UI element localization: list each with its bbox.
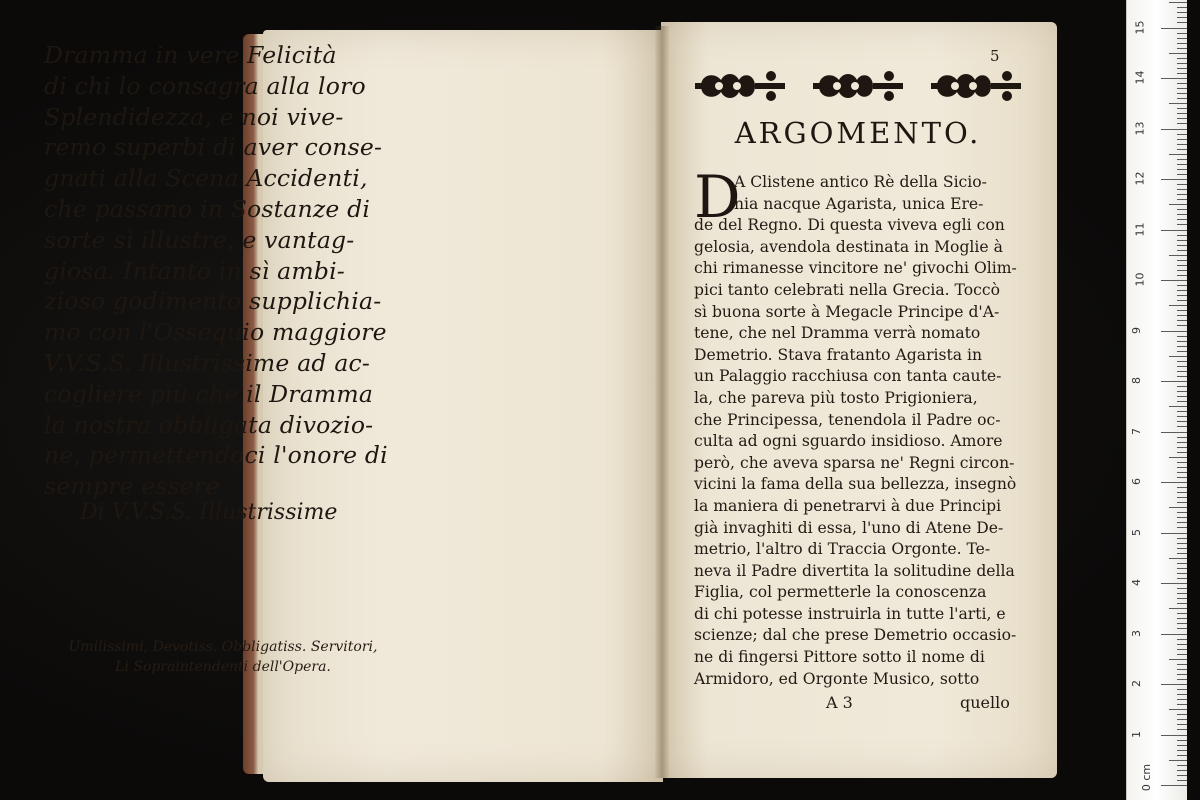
argomento-line: gelosia, avendola destinata in Moglie à [694, 237, 1003, 256]
ruler-number: 10 [1133, 272, 1147, 287]
ruler-number: 7 [1130, 427, 1143, 435]
ruler-tick [1177, 628, 1187, 629]
ruler-tick [1177, 83, 1187, 84]
argomento-line: che Principessa, tenendola il Padre oc- [694, 410, 1001, 429]
ruler-tick [1177, 300, 1187, 301]
ruler-tick [1177, 593, 1187, 594]
ruler-tick [1177, 189, 1187, 190]
ruler-tick [1161, 432, 1187, 433]
ruler-tick [1177, 639, 1187, 640]
ruler-tick [1177, 578, 1187, 579]
ruler-tick [1177, 169, 1187, 170]
dedication-line: mo con l'Ossequio maggiore [44, 318, 387, 347]
ruler-tick [1177, 618, 1187, 619]
drop-capital: D [694, 163, 741, 231]
ruler-tick [1177, 502, 1187, 503]
ruler-tick [1161, 533, 1187, 534]
ruler-tick [1177, 492, 1187, 493]
ruler-tick [1177, 209, 1187, 210]
ruler-tick [1169, 305, 1187, 306]
ruler-tick [1177, 315, 1187, 316]
ornament-icon [813, 71, 903, 101]
ruler-tick [1177, 512, 1187, 513]
ruler-tick [1169, 760, 1187, 761]
dedication-text [44, 40, 388, 502]
ruler-tick [1177, 437, 1187, 438]
ruler-tick [1177, 598, 1187, 599]
ruler-tick [1177, 275, 1187, 276]
ruler-tick [1177, 194, 1187, 195]
ruler-tick [1169, 356, 1187, 357]
argomento-line: de del Regno. Di questa viveva egli con [694, 216, 1005, 235]
ruler-tick [1161, 28, 1187, 29]
ruler-tick [1177, 411, 1187, 412]
ruler-tick [1177, 729, 1187, 730]
printer-ornament-band [693, 66, 1027, 106]
argomento-line: già invaghiti di essa, l'uno di Atene De- [694, 518, 1004, 537]
dedication-line: ne, permettendoci l'onore di [44, 441, 388, 470]
ruler-tick [1177, 290, 1187, 291]
ruler-tick [1177, 775, 1187, 776]
ruler-tick [1177, 336, 1187, 337]
dedication-line: giosa. Intanto in sì ambi- [44, 256, 345, 285]
ruler-tick [1177, 98, 1187, 99]
ruler-tick [1177, 351, 1187, 352]
argomento-line: scienze; dal che prese Demetrio occasio- [694, 626, 1017, 645]
ruler-tick [1177, 442, 1187, 443]
ruler-tick [1177, 426, 1187, 427]
ruler-tick [1177, 644, 1187, 645]
ruler-tick [1177, 245, 1187, 246]
argomento-line: culta ad ogni sguardo insidioso. Amore [694, 432, 1003, 451]
ruler-tick [1177, 517, 1187, 518]
ruler-tick [1177, 719, 1187, 720]
argomento-text [694, 172, 1026, 690]
ruler-tick [1177, 704, 1187, 705]
dedication-line: remo superbi di aver conse- [44, 133, 383, 162]
dedication-line: Splendidezza, e noi vive- [44, 102, 344, 131]
ruler-tick [1177, 43, 1187, 44]
ruler-tick [1169, 103, 1187, 104]
ruler-tick [1177, 487, 1187, 488]
ruler-tick [1177, 219, 1187, 220]
ruler-tick [1177, 371, 1187, 372]
ruler-tick [1177, 341, 1187, 342]
ruler-tick [1169, 457, 1187, 458]
ruler-tick [1177, 674, 1187, 675]
ruler-tick [1177, 366, 1187, 367]
dedication-line: di chi lo consagra alla loro [44, 71, 366, 100]
servants-line-1: Umilissimi, Devotiss. Obbligatiss. Servitori, [68, 639, 378, 655]
ruler-tick [1177, 699, 1187, 700]
ruler-tick [1177, 320, 1187, 321]
ruler-tick [1177, 740, 1187, 741]
ruler-tick [1177, 694, 1187, 695]
ruler-tick [1177, 174, 1187, 175]
ruler-tick [1169, 255, 1187, 256]
ruler-tick [1177, 68, 1187, 69]
ruler-tick [1161, 331, 1187, 332]
argomento-line: la, che pareva più tosto Prigioniera, [694, 388, 978, 407]
ruler-tick [1177, 346, 1187, 347]
page-number: 5 [990, 47, 1000, 65]
ruler-tick [1177, 240, 1187, 241]
argomento-line: neva il Padre divertita la solitudine della [694, 561, 1015, 580]
ruler-tick [1177, 260, 1187, 261]
ruler-tick [1177, 63, 1187, 64]
dedication-line: sempre essere [44, 472, 220, 501]
ruler-tick [1177, 669, 1187, 670]
ruler-tick [1161, 280, 1187, 281]
ruler-tick [1177, 164, 1187, 165]
ruler-tick [1161, 583, 1187, 584]
ruler-tick [1161, 78, 1187, 79]
ruler-tick [1177, 295, 1187, 296]
ruler-tick [1177, 48, 1187, 49]
argomento-line: tene, che nel Dramma verrà nomato [694, 324, 981, 343]
ruler-number: 11 [1133, 222, 1147, 236]
ruler-tick [1177, 770, 1187, 771]
ruler-tick [1177, 568, 1187, 569]
argomento-line: Demetrio. Stava fratanto Agarista in [694, 345, 983, 364]
argomento-line: ne di fingersi Pittore sotto il nome di [694, 648, 985, 667]
ruler-tick [1177, 144, 1187, 145]
ruler-tick [1169, 53, 1187, 54]
ruler-tick [1177, 477, 1187, 478]
ruler-tick [1177, 285, 1187, 286]
ruler-tick [1177, 391, 1187, 392]
ruler-tick [1169, 608, 1187, 609]
argomento-line: però, che aveva sparsa ne' Regni circon- [694, 453, 1015, 472]
ruler-tick [1161, 482, 1187, 483]
ruler-tick [1177, 58, 1187, 59]
argomento-line: pici tanto celebrati nella Grecia. Toccò [694, 280, 1000, 299]
ruler-tick [1177, 235, 1187, 236]
ruler-tick [1177, 689, 1187, 690]
ruler-tick [1177, 113, 1187, 114]
ruler-tick [1177, 108, 1187, 109]
ruler-tick [1177, 7, 1187, 8]
ruler-tick [1177, 664, 1187, 665]
dedication-line: cogliere più che il Dramma [44, 379, 374, 408]
argomento-line: nia nacque Agarista, unica Ere- [734, 194, 984, 213]
argomento-line: Armidoro, ed Orgonte Musico, sotto [694, 669, 980, 688]
ruler-tick [1161, 179, 1187, 180]
ruler-tick [1177, 527, 1187, 528]
ruler-tick [1177, 750, 1187, 751]
ruler-number: 2 [1130, 680, 1143, 687]
argomento-line: metrio, l'altro di Traccia Orgonte. Te- [694, 540, 991, 559]
ruler-tick [1169, 507, 1187, 508]
dedication-line: zioso godimento supplichia- [44, 287, 382, 316]
ruler-tick [1177, 224, 1187, 225]
ruler-tick [1177, 497, 1187, 498]
ruler-tick [1177, 714, 1187, 715]
ruler-tick [1177, 573, 1187, 574]
ruler-tick [1177, 149, 1187, 150]
ruler-tick [1177, 588, 1187, 589]
dedication-line: sorte sì illustre, e vantag- [44, 225, 355, 254]
ruler-tick [1177, 118, 1187, 119]
ruler-unit-label: 0 cm [1140, 763, 1154, 792]
ruler-number: 6 [1130, 478, 1143, 485]
ruler-tick [1161, 634, 1187, 635]
ruler-tick [1177, 548, 1187, 549]
dedication-line: che passano in Sostanze di [44, 194, 371, 223]
argomento-line: la maniera di penetrarvi à due Principi [694, 496, 1002, 515]
ruler-tick [1177, 679, 1187, 680]
ruler-tick [1177, 654, 1187, 655]
argomento-line: sì buona sorte à Megacle Principe d'A- [694, 302, 1000, 321]
ruler-tick [1177, 386, 1187, 387]
ruler-tick [1177, 755, 1187, 756]
ornament-icon [695, 71, 785, 101]
ruler-tick [1177, 250, 1187, 251]
ruler-tick [1177, 745, 1187, 746]
ruler-tick [1177, 184, 1187, 185]
ruler-tick [1161, 230, 1187, 231]
ornament-icon [931, 71, 1021, 101]
dedication-line: la nostra obbligata divozio- [44, 410, 374, 439]
dedication-line: V.V.S.S. Illustrissime ad ac- [44, 348, 371, 377]
ruler-number: 14 [1133, 70, 1147, 85]
ruler-tick [1177, 401, 1187, 402]
ruler-tick [1169, 709, 1187, 710]
ruler-tick [1169, 154, 1187, 155]
ruler-tick [1177, 123, 1187, 124]
ruler-tick [1177, 270, 1187, 271]
ruler-number: 1 [1130, 730, 1143, 738]
ruler-number: 15 [1133, 20, 1147, 34]
argomento-line: chi rimanesse vincitore ne' givochi Olim- [694, 259, 1017, 278]
ruler-tick [1177, 522, 1187, 523]
servants-signature [58, 637, 388, 677]
ruler-tick [1161, 129, 1187, 130]
ruler-tick [1177, 199, 1187, 200]
ruler-tick [1177, 724, 1187, 725]
ruler-tick [1177, 649, 1187, 650]
ruler-tick [1177, 421, 1187, 422]
ruler-tick [1169, 204, 1187, 205]
ruler-tick [1177, 88, 1187, 89]
ruler-tick [1177, 472, 1187, 473]
ruler-tick [1177, 361, 1187, 362]
ruler-tick [1169, 2, 1187, 3]
ruler-tick [1177, 462, 1187, 463]
ruler-tick [1177, 452, 1187, 453]
measuring-ruler [1126, 0, 1187, 800]
argomento-line: vicini la fama della sua bellezza, insegnò [694, 475, 1017, 494]
argomento-line: un Palaggio racchiusa con tanta caute- [694, 367, 1002, 386]
ruler-tick [1177, 376, 1187, 377]
ruler-tick [1161, 381, 1187, 382]
dedication-line: gnati alla Scena Accidenti, [44, 164, 368, 193]
ruler-tick [1169, 558, 1187, 559]
ruler-tick [1177, 310, 1187, 311]
ruler-tick [1177, 447, 1187, 448]
ruler-tick [1177, 33, 1187, 34]
ruler-number: 13 [1133, 121, 1147, 135]
ruler-tick [1177, 38, 1187, 39]
ruler-tick [1177, 765, 1187, 766]
ruler-tick [1177, 73, 1187, 74]
ruler-number: 5 [1130, 528, 1143, 536]
ruler-tick [1177, 416, 1187, 417]
ruler-tick [1177, 93, 1187, 94]
ruler-tick [1177, 563, 1187, 564]
book-gutter [655, 26, 669, 778]
ruler-tick [1177, 214, 1187, 215]
ruler-tick [1177, 467, 1187, 468]
ruler-tick [1177, 12, 1187, 13]
ruler-tick [1177, 538, 1187, 539]
ruler-tick [1177, 613, 1187, 614]
ruler-tick [1177, 139, 1187, 140]
ruler-tick [1177, 22, 1187, 23]
ruler-tick [1177, 603, 1187, 604]
servants-line-2: Li Sopraintendenti dell'Opera. [115, 659, 331, 675]
signoff-line: Di V.V.S.S. Illustrissime [80, 500, 338, 525]
argomento-line: Figlia, col permetterle la conoscenza [694, 583, 987, 602]
dedication-line: Dramma in vere Felicità [44, 41, 337, 69]
ruler-tick [1177, 543, 1187, 544]
ruler-tick [1161, 785, 1187, 786]
ruler-tick [1161, 735, 1187, 736]
ruler-tick [1177, 134, 1187, 135]
ruler-number: 9 [1130, 326, 1143, 334]
argomento-line: di chi potesse instruirla in tutte l'arti, e [694, 604, 1006, 623]
signature-mark: A 3 [826, 693, 853, 712]
page-heading: ARGOMENTO. [734, 116, 982, 150]
ruler-tick [1177, 553, 1187, 554]
ruler-tick [1177, 623, 1187, 624]
ruler-number: 8 [1130, 377, 1143, 384]
ruler-number: 4 [1130, 579, 1143, 586]
ruler-tick [1177, 780, 1187, 781]
ruler-tick [1169, 406, 1187, 407]
catchword: quello [960, 693, 1010, 712]
ruler-tick [1177, 325, 1187, 326]
ruler-tick [1169, 659, 1187, 660]
ruler-tick [1161, 684, 1187, 685]
ruler-tick [1177, 17, 1187, 18]
ruler-tick [1177, 265, 1187, 266]
ruler-number: 3 [1130, 629, 1143, 637]
ruler-number: 12 [1133, 171, 1147, 186]
ruler-tick [1177, 159, 1187, 160]
argomento-line: A Clistene antico Rè della Sicio- [734, 173, 987, 191]
ruler-tick [1177, 396, 1187, 397]
